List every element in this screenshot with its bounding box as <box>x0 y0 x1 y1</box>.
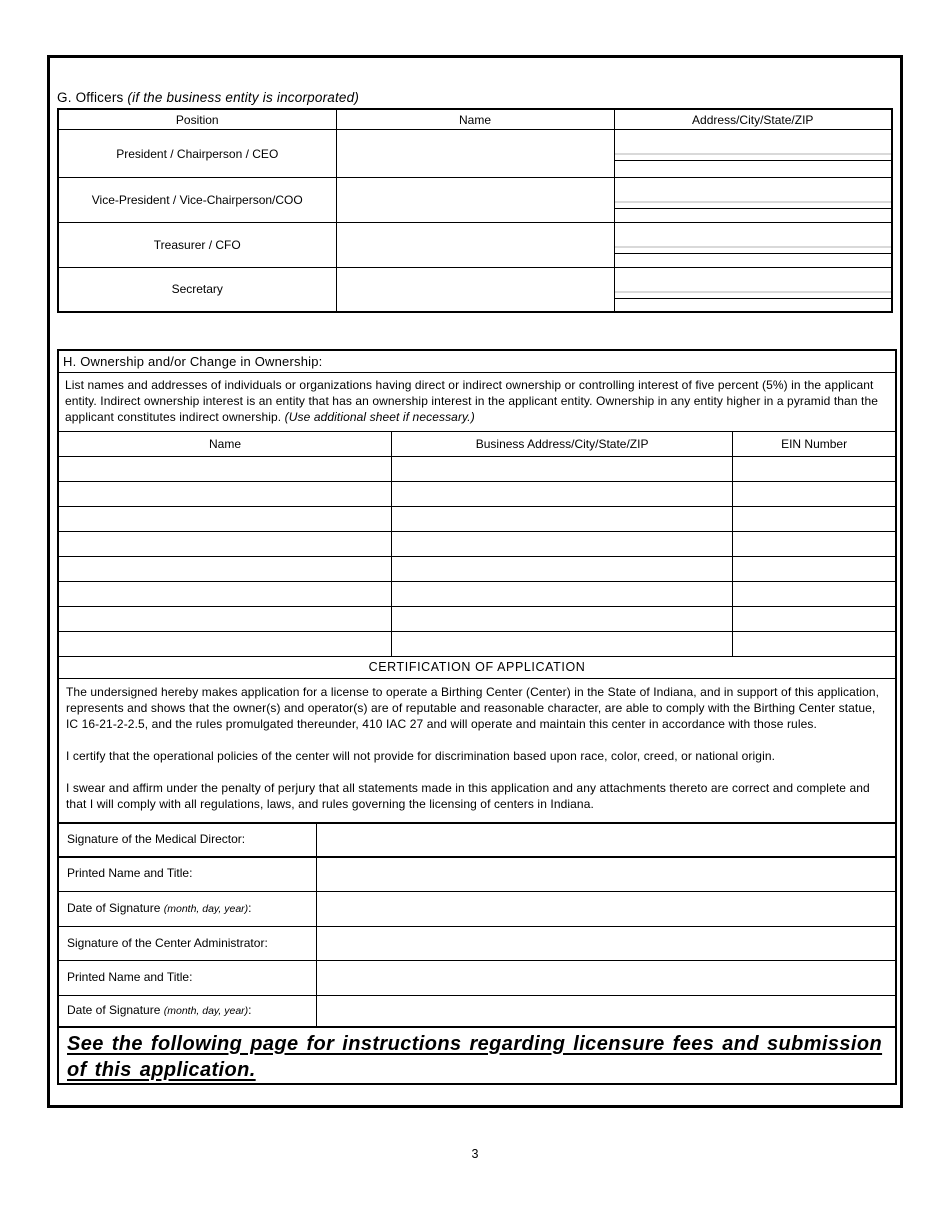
ownership-instructions-text: List names and addresses of individuals or organizations having direct or indirect ownership or controlling interest of five percent (5%) in the applicant entity. Indirect ownership interest is an entity that has an ownership interest in the applicant entity. Ownership in any entity higher in a pyramid than the applicant constitutes indirect ownership. <box>65 377 879 424</box>
ownership-address-field[interactable] <box>392 506 733 531</box>
officers-header-row <box>58 109 892 130</box>
ownership-address-field[interactable] <box>392 456 733 481</box>
officer-address-line-1[interactable] <box>615 178 892 203</box>
officer-address-cell <box>614 268 892 312</box>
officers-heading-note: (if the business entity is incorporated) <box>127 90 360 105</box>
ownership-name-field[interactable] <box>59 556 392 581</box>
officer-address-cell <box>614 223 892 268</box>
ownership-col-ein: EIN Number <box>733 431 895 456</box>
certification-paragraph-2: I certify that the operational policies of the center will not provide for discrimination based upon race, color, creed, or national origin. <box>66 748 776 763</box>
officer-address-line-1[interactable] <box>615 223 892 248</box>
officer-address-line-1[interactable] <box>615 268 892 293</box>
ownership-col-address: Business Address/City/State/ZIP <box>392 431 733 456</box>
signature-label-note: (month, day, year) <box>163 1004 249 1017</box>
address-divider <box>615 248 892 254</box>
center-administrator-signature-field[interactable] <box>317 927 896 961</box>
ownership-ein-field[interactable] <box>733 531 895 556</box>
ownership-empty-row <box>59 456 895 481</box>
officer-row-president <box>58 130 892 178</box>
signature-label-text: Date of Signature <box>67 1002 164 1017</box>
signature-label-text: Printed Name and Title: <box>67 866 193 881</box>
certification-paragraph-1: The undersigned hereby makes application for a license to operate a Birthing Center (Center) in the State of Indiana, and in support of this application, represents and shows that the owner(s) and operator(s) are of reputable and reasonable character, are able to comply with the Birthing Center statue, IC 16-21-2-2.5, and the rules promulgated thereunder, 410 IAC 27 and will operate and maintain this center in accordance with those rules. <box>66 684 880 731</box>
signature-table <box>59 824 895 1028</box>
ownership-empty-row <box>59 606 895 631</box>
ownership-ein-field[interactable] <box>733 506 895 531</box>
ownership-address-field[interactable] <box>392 481 733 506</box>
ownership-col-name: Name <box>59 431 392 456</box>
licensure-fees-note <box>59 1028 895 1083</box>
ownership-name-field[interactable] <box>59 456 392 481</box>
page-number: 3 <box>471 1147 479 1161</box>
address-divider <box>615 203 892 209</box>
ownership-empty-row <box>59 556 895 581</box>
ownership-name-field[interactable] <box>59 481 392 506</box>
ownership-section-heading: H. Ownership and/or Change in Ownership: <box>59 351 895 373</box>
signature-label-text: Printed Name and Title: <box>67 970 193 984</box>
officers-table <box>57 108 893 313</box>
officer-position-label: President / Chairperson / CEO <box>58 130 336 178</box>
address-divider <box>615 155 892 161</box>
ownership-ein-field[interactable] <box>733 581 895 606</box>
ownership-name-field[interactable] <box>59 531 392 556</box>
form-frame <box>47 55 903 1108</box>
officers-col-position: Position <box>58 109 336 130</box>
ownership-instructions <box>59 373 895 431</box>
ownership-empty-row <box>59 581 895 606</box>
signature-row-center-administrator <box>59 927 895 961</box>
officers-col-name: Name <box>336 109 614 130</box>
ownership-name-field[interactable] <box>59 506 392 531</box>
ownership-empty-row <box>59 506 895 531</box>
ownership-address-field[interactable] <box>392 606 733 631</box>
signature-label <box>59 824 317 857</box>
officer-position-label: Treasurer / CFO <box>58 223 336 268</box>
signature-label-text: Signature of the Medical Director: <box>67 831 246 846</box>
ownership-ein-field[interactable] <box>733 556 895 581</box>
certification-paragraph-3: I swear and affirm under the penalty of perjury that all statements made in this application and any attachments thereto are correct and complete and that I will comply with all regulations, laws, and rules governing the licensing of centers in Indiana. <box>66 780 870 811</box>
signature-label <box>59 927 317 961</box>
officer-address-line-1[interactable] <box>615 130 892 155</box>
officer-row-secretary <box>58 268 892 312</box>
officer-name-field[interactable] <box>336 268 614 312</box>
signature-row-printed-name-2 <box>59 961 895 996</box>
officer-address-cell <box>614 178 892 223</box>
date-of-signature-field[interactable] <box>317 892 896 927</box>
signature-label <box>59 857 317 892</box>
officers-heading-text: G. Officers <box>57 90 124 105</box>
ownership-empty-row <box>59 631 895 656</box>
ownership-name-field[interactable] <box>59 606 392 631</box>
officer-row-vice-president <box>58 178 892 223</box>
ownership-name-field[interactable] <box>59 631 392 656</box>
officer-position-label: Secretary <box>58 268 336 312</box>
printed-name-title-field[interactable] <box>317 961 896 996</box>
signature-row-printed-name-1 <box>59 857 895 892</box>
signature-label <box>59 892 317 927</box>
ownership-empty-row <box>59 481 895 506</box>
ownership-address-field[interactable] <box>392 631 733 656</box>
signature-label-note: (month, day, year) <box>163 903 249 915</box>
officers-section-heading <box>57 90 893 105</box>
signature-row-date-1 <box>59 892 895 927</box>
ownership-certification-block <box>57 349 897 1085</box>
ownership-ein-field[interactable] <box>733 606 895 631</box>
medical-director-signature-field[interactable] <box>317 824 896 857</box>
officer-name-field[interactable] <box>336 130 614 178</box>
ownership-ein-field[interactable] <box>733 481 895 506</box>
officer-name-field[interactable] <box>336 178 614 223</box>
certification-title: CERTIFICATION OF APPLICATION <box>59 657 895 679</box>
ownership-header-row <box>59 431 895 456</box>
signature-label-text: Date of Signature <box>67 901 164 915</box>
certification-paragraphs <box>59 679 895 824</box>
officer-address-cell <box>614 130 892 178</box>
licensure-fees-note-text: See the following page for instructions regarding licensure fees and submission of this application. <box>67 1032 883 1081</box>
address-divider <box>615 293 892 299</box>
signature-label <box>59 961 317 996</box>
officer-row-treasurer <box>58 223 892 268</box>
officer-position-label: Vice-President / Vice-Chairperson/COO <box>58 178 336 223</box>
date-of-signature-field[interactable] <box>317 996 896 1027</box>
ownership-ein-field[interactable] <box>733 631 895 656</box>
officers-col-address: Address/City/State/ZIP <box>614 109 892 130</box>
officer-name-field[interactable] <box>336 223 614 268</box>
ownership-address-field[interactable] <box>392 581 733 606</box>
signature-label-text: Signature of the Center Administrator: <box>67 935 268 950</box>
ownership-address-field[interactable] <box>392 556 733 581</box>
signature-label <box>59 996 317 1027</box>
ownership-table <box>59 431 895 657</box>
ownership-address-field[interactable] <box>392 531 733 556</box>
signature-label-suffix: : <box>248 901 252 915</box>
ownership-name-field[interactable] <box>59 581 392 606</box>
ownership-ein-field[interactable] <box>733 456 895 481</box>
ownership-instructions-note: (Use additional sheet if necessary.) <box>284 409 475 424</box>
signature-row-date-2 <box>59 996 895 1027</box>
printed-name-title-field[interactable] <box>317 857 896 892</box>
signature-label-suffix: : <box>248 1002 252 1017</box>
signature-row-medical-director <box>59 824 895 857</box>
ownership-empty-row <box>59 531 895 556</box>
